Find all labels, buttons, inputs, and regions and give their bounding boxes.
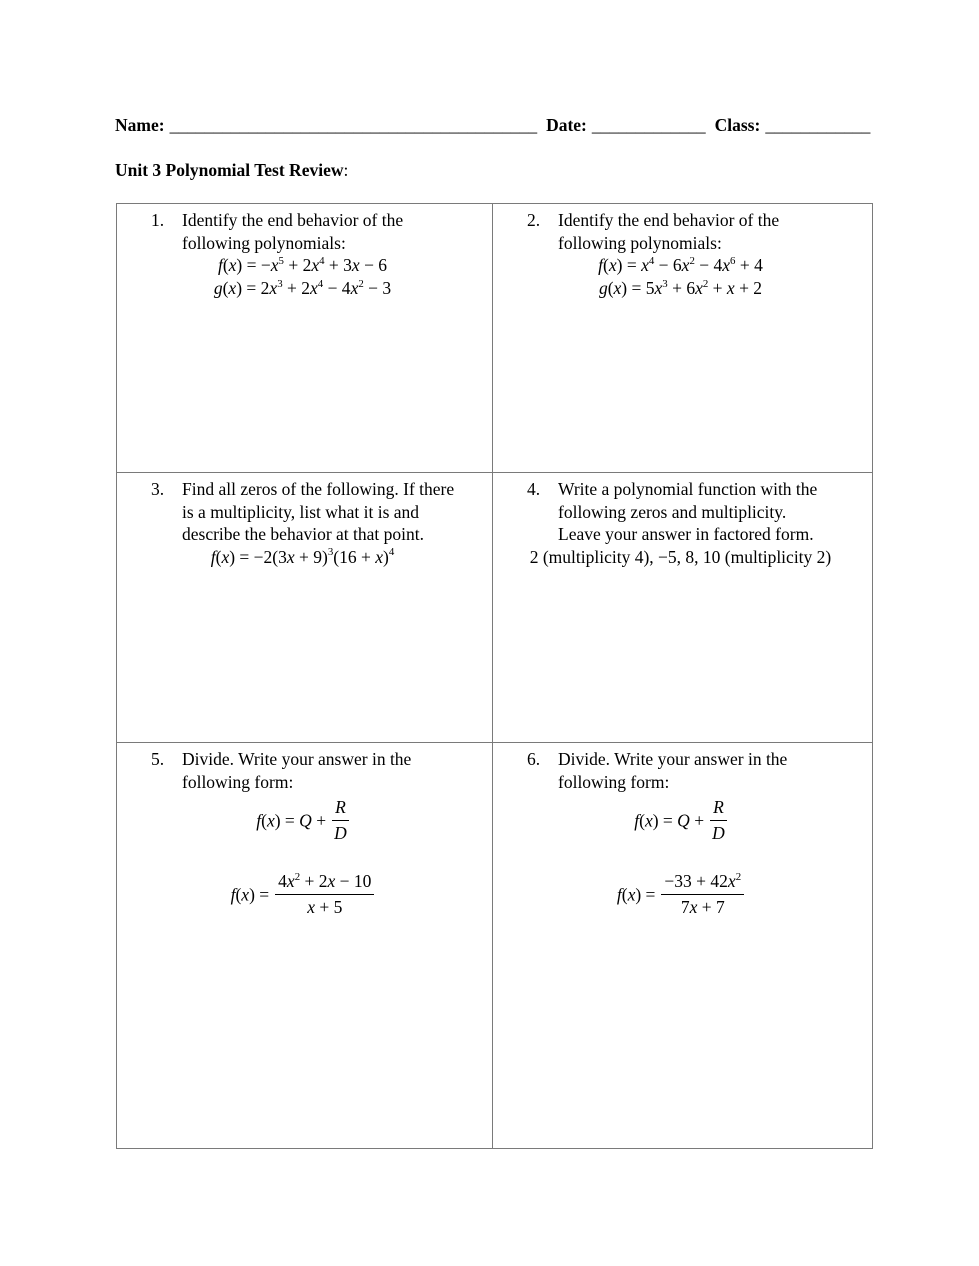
problem-cell-6	[493, 743, 873, 1149]
problem-4-statement	[493, 478, 868, 546]
fraction-numerator: $4x^2 + 2x - 10$	[275, 870, 374, 895]
problem-5-divide-equation	[117, 872, 488, 921]
worksheet-table	[116, 203, 873, 1149]
problem-6-statement	[493, 748, 868, 793]
problem-cell-5	[117, 743, 493, 1149]
header-line	[115, 114, 875, 136]
problem-cell-2	[493, 204, 873, 473]
problem-text-line: Leave your answer in factored form.	[558, 524, 814, 544]
problem-text-line: Identify the end behavior of the	[558, 210, 780, 230]
problem-text-line: is a multiplicity, list what it is and	[182, 501, 420, 522]
problem-1-number: 1.	[151, 210, 165, 230]
equation-lhs: f(x) =	[616, 884, 656, 905]
date-label: Date:	[546, 115, 587, 135]
fraction-rational-expression	[661, 870, 744, 919]
problem-2-equation-f: $f(x) = x^4 - 6x^2 - 4x^6 + 4$	[598, 254, 763, 275]
date-blank: _____________	[591, 115, 706, 135]
fraction-numerator: R	[332, 796, 349, 821]
problem-1-equation-g: $g(x) = 2x^3 + 2x^4 - 4x^2 - 3$	[213, 277, 392, 298]
problem-2-equation-g: $g(x) = 5x^3 + 6x^2 + x + 2$	[598, 277, 763, 298]
problem-text-line: following form:	[558, 771, 670, 792]
problem-text-line: Identify the end behavior of the	[182, 210, 404, 230]
problem-text-line: following polynomials:	[558, 232, 722, 253]
fraction-r-over-d	[332, 796, 349, 845]
problem-1-statement	[117, 209, 488, 254]
problem-6-form-equation	[493, 798, 868, 847]
fraction-rational-expression	[275, 870, 374, 919]
equation-lhs: f(x) = Q +	[256, 810, 327, 831]
problem-4-zeros-list: 2 (multiplicity 4), −5, 8, 10 (multiplicity 2)	[529, 546, 832, 567]
problem-text-line: Write a polynomial function with the	[558, 479, 818, 499]
page-title	[115, 159, 348, 181]
problem-text-line: Find all zeros of the following. If there	[182, 479, 455, 499]
table-row	[117, 473, 873, 743]
class-label: Class:	[714, 115, 761, 135]
problem-2-number: 2.	[527, 210, 541, 230]
problem-text-line: describe the behavior at that point.	[182, 524, 425, 544]
problem-text-line: following polynomials:	[182, 232, 346, 253]
fraction-denominator: D	[334, 823, 347, 843]
problem-cell-1	[117, 204, 493, 473]
fraction-denominator: x + 5	[307, 897, 343, 917]
problem-3-statement	[117, 478, 488, 546]
problem-4-number: 4.	[527, 479, 541, 499]
fraction-denominator: D	[712, 823, 725, 843]
problem-2-statement	[493, 209, 868, 254]
problem-text-line: Divide. Write your answer in the	[182, 749, 412, 769]
problem-1-equation-f: $f(x) = -x^5 + 2x^4 + 3x - 6$	[217, 254, 388, 275]
page-title-text: Unit 3 Polynomial Test Review	[115, 160, 344, 180]
problem-text-line: following form:	[182, 771, 294, 792]
problem-cell-3	[117, 473, 493, 743]
problem-3-number: 3.	[151, 479, 165, 499]
page-title-colon: :	[343, 160, 349, 180]
table-row	[117, 743, 873, 1149]
problem-5-form-equation	[117, 798, 488, 847]
name-blank: __________________________________________	[169, 115, 538, 135]
fraction-r-over-d	[710, 796, 727, 845]
problem-6-divide-equation	[493, 872, 868, 921]
problem-6-number: 6.	[527, 749, 541, 769]
name-label: Name:	[115, 115, 165, 135]
equation-lhs: f(x) =	[230, 884, 270, 905]
equation-lhs: f(x) = Q +	[634, 810, 705, 831]
problem-text-line: following zeros and multiplicity.	[558, 501, 787, 522]
fraction-numerator: $-33 + 42x^2$	[661, 870, 744, 895]
class-blank: ____________	[765, 115, 871, 135]
problem-cell-4	[493, 473, 873, 743]
table-row	[117, 204, 873, 473]
problem-text-line: Divide. Write your answer in the	[558, 749, 788, 769]
fraction-denominator: 7x + 7	[680, 897, 725, 917]
problem-5-statement	[117, 748, 488, 793]
problem-3-equation-f: $f(x) = -2(3x + 9)^3(16 + x)^4$	[210, 546, 395, 567]
problem-5-number: 5.	[151, 749, 165, 769]
fraction-numerator: R	[710, 796, 727, 821]
